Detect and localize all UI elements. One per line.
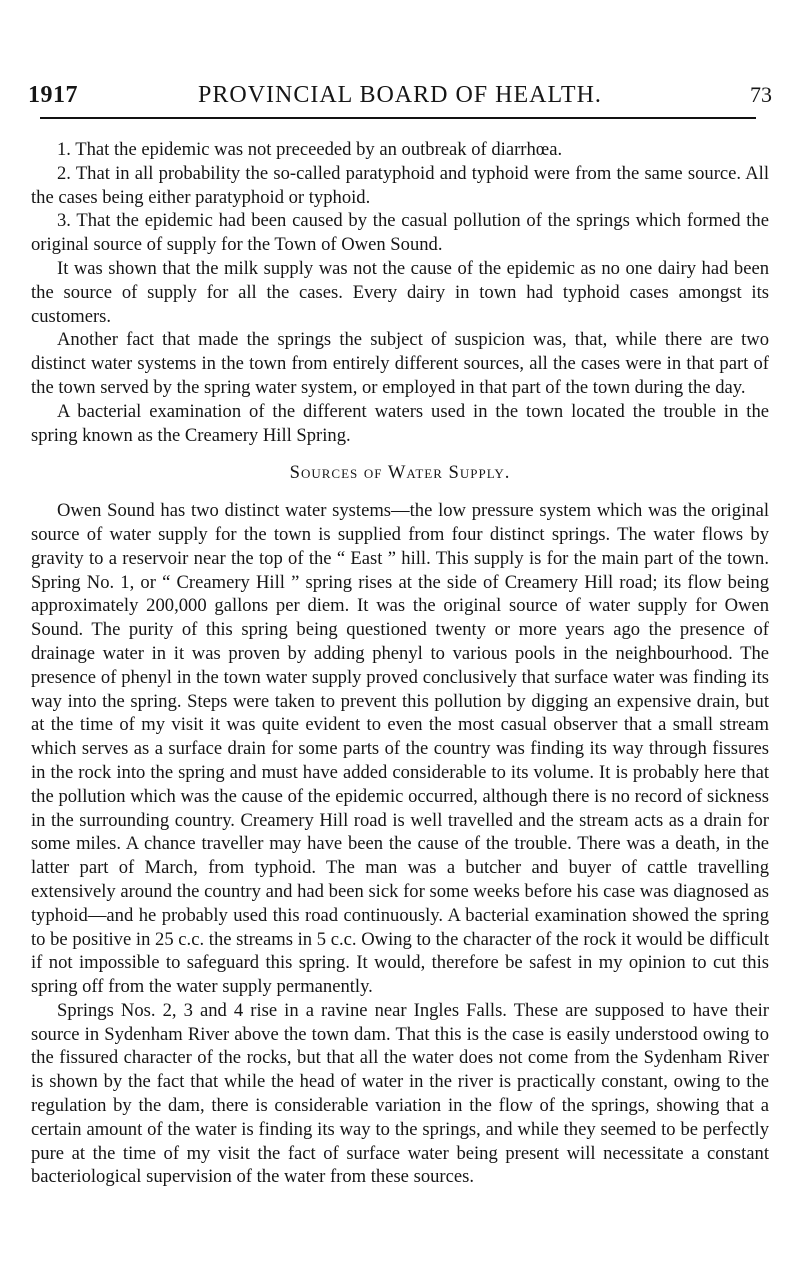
paragraph-bacterial-examination: A bacterial examination of the different waters used in the town located the trouble in the spring known as the Creamery Hill Spring. xyxy=(31,400,769,446)
finding-2: 2. That in all probability the so-called paratyphoid and typhoid were from the same source. All the cases being either paratyphoid or typhoid. xyxy=(31,162,769,208)
running-header xyxy=(0,0,800,125)
page-number: 73 xyxy=(750,82,772,107)
section-heading: Sources of Water Supply. xyxy=(289,462,511,484)
paragraph-springs-2-3-4: Springs Nos. 2, 3 and 4 rise in a ravine near Ingles Falls. These are supposed to have their source in Sydenham River above the town dam. That this is the case is easily understood owing to the fissured character of the rocks, but that all the water does not come from the Sydenham River is shown by the fact that while the head of water in the river is practically constant, owing to the regulation by the dam, there is considerable variation in the flow of the springs, showing that a certain amount of the water is finding its way to the springs, and while they seemed to be perfectly pure at the time of my visit the fact of surface water being present will necessitate a constant bacteriological supervision of the water from these sources. xyxy=(31,999,769,1188)
header-year: 1917 xyxy=(28,82,78,108)
body-text xyxy=(31,138,769,1189)
finding-1: 1. That the epidemic was not preceeded by an outbreak of diarrhœa. xyxy=(57,139,563,160)
header-title: PROVINCIAL BOARD OF HEALTH. xyxy=(198,82,602,108)
paragraph-owen-sound-water-systems: Owen Sound has two distinct water systems—the low pressure system which was the original source of water supply for the town is supplied from four distinct springs. The water flows by gravity to a reservoir near the top of the “ East ” hill. This supply is for the main part of the town. Spring No. 1, or “ Creamery Hill ” spring rises at the side of Creamery Hill road; its flow being approximately 200,000 gallons per diem. It was the original source of water supply for Owen Sound. The purity of this spring being questioned twenty or more years ago the presence of drainage water in it was proven by adding phenyl to various pools in the neighbourhood. The presence of phenyl in the town water supply proved conclusively that surface water was finding its way into the spring. Steps were taken to prevent this pollution by digging an expensive drain, but at the time of my visit it was quite evident to even the most casual observer that a small stream which serves as a surface drain for some parts of the country was finding its way through fissures in the rock into the spring and must have added considerable to its volume. It is probably here that the pollution which was the cause of the epidemic occurred, although there is no record of sickness in the surrounding country. Creamery Hill road is well travelled and the stream acts as a drain for some miles. A chance traveller may have been the cause of the trouble. There was a death, in the latter part of March, from typhoid. The man was a butcher and buyer of cattle travelling extensively around the country and had been sick for some weeks before his case was diagnosed as typhoid—and he probably used this road continuously. A bacterial examination showed the spring to be positive in 25 c.c. the streams in 5 c.c. Owing to the character of the rock it would be difficult if not impossible to safeguard this spring. It would, therefore be safest in my opinion to cut this spring off from the water supply permanently. xyxy=(31,500,769,998)
paragraph-springs-suspicion: Another fact that made the springs the subject of suspicion was, that, while there are two distinct water systems in the town from entirely different sources, all the cases were in that part of the town served by the spring water system, or employed in that part of the town during the day. xyxy=(31,329,769,398)
header-rule xyxy=(40,117,756,119)
paragraph-milk-supply: It was shown that the milk supply was not the cause of the epidemic as no one dairy had been the source of supply for all the cases. Every dairy in town had typhoid cases amongst its customers. xyxy=(31,257,769,327)
finding-3: 3. That the epidemic had been caused by the casual pollution of the springs which formed the original source of supply for the Town of Owen Sound. xyxy=(31,210,769,256)
